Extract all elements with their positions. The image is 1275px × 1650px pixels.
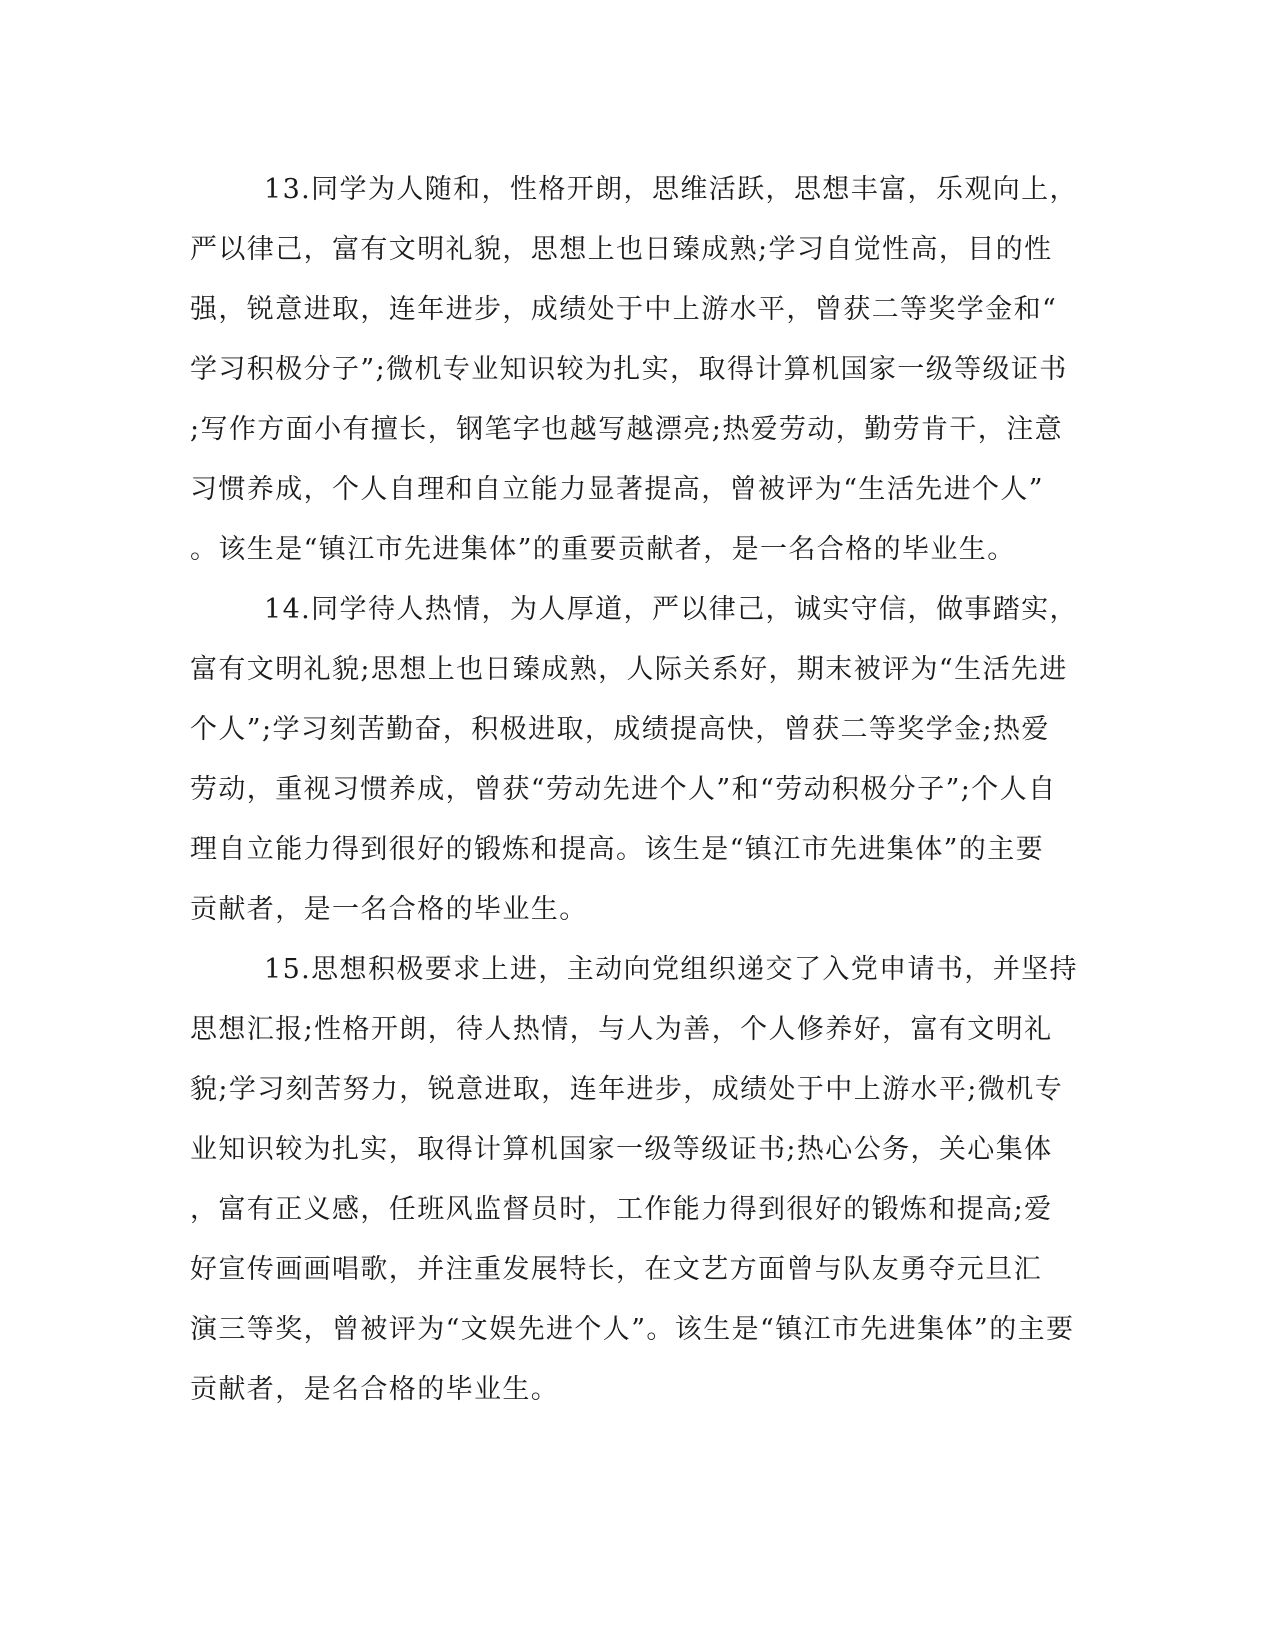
text-line: 13.同学为人随和，性格开朗，思维活跃，思想丰富，乐观向上， [264,174,1078,205]
text-line: 习惯养成，个人自理和自立能力显著提高，曾被评为“生活先进个人” [190,474,1045,505]
text-line: 。该生是“镇江市先进集体”的重要贡献者，是一名合格的毕业生。 [190,534,1016,565]
text-line: 学习积极分子”;微机专业知识较为扎实，取得计算机国家一级等级证书 [190,354,1068,385]
text-line: 理自立能力得到很好的锻炼和提高。该生是“镇江市先进集体”的主要 [190,834,1045,865]
paragraph-15 [190,940,1090,1420]
paragraph-14 [190,580,1090,940]
text-line: 强，锐意进取，连年进步，成绩处于中上游水平，曾获二等奖学金和“ [190,294,1058,325]
text-line: 14.同学待人热情，为人厚道，严以律己，诚实守信，做事踏实， [264,594,1078,625]
text-line: 演三等奖，曾被评为“文娱先进个人”。该生是“镇江市先进集体”的主要 [190,1314,1075,1345]
text-line: 好宣传画画唱歌，并注重发展特长，在文艺方面曾与队友勇夺元旦汇 [190,1254,1042,1285]
text-line: 思想汇报;性格开朗，待人热情，与人为善，个人修养好，富有文明礼 [190,1014,1053,1045]
text-line: ，富有正义感，任班风监督员时，工作能力得到很好的锻炼和提高;爱 [190,1194,1053,1225]
text-line: 富有文明礼貌;思想上也日臻成熟，人际关系好，期末被评为“生活先进 [190,654,1068,685]
text-line: 个人”;学习刻苦勤奋，积极进取，成绩提高快，曾获二等奖学金;热爱 [190,714,1050,745]
text-line: 贡献者，是一名合格的毕业生。 [190,894,588,925]
text-line: 业知识较为扎实，取得计算机国家一级等级证书;热心公务，关心集体 [190,1134,1053,1165]
text-line: 贡献者，是名合格的毕业生。 [190,1374,560,1405]
text-line: ;写作方面小有擅长，钢笔字也越写越漂亮;热爱劳动，勤劳肯干，注意 [190,414,1063,445]
paragraph-13 [190,160,1090,580]
text-line: 貌;学习刻苦努力，锐意进取，连年进步，成绩处于中上游水平;微机专 [190,1074,1063,1105]
document-body [190,160,1090,1420]
text-line: 严以律己，富有文明礼貌，思想上也日臻成熟;学习自觉性高，目的性 [190,234,1053,265]
text-line: 劳动，重视习惯养成，曾获“劳动先进个人”和“劳动积极分子”;个人自 [190,774,1057,805]
text-line: 15.思想积极要求上进，主动向党组织递交了入党申请书，并坚持 [264,954,1078,985]
